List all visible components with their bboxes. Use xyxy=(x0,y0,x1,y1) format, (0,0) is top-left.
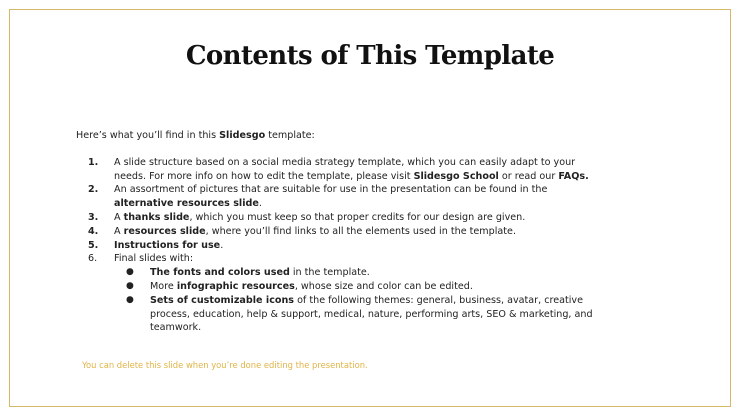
faqs-link[interactable]: FAQs. xyxy=(558,170,589,182)
list-item-number: 3. xyxy=(88,211,99,223)
bullet-list xyxy=(114,266,596,335)
list-item-text: A slide structure based on a social media strategy template, which you can easily adapt to your needs. For more info on how to edit the template, please visit xyxy=(114,156,576,182)
bullet-text: More xyxy=(150,280,177,292)
slide-title: Contents of This Template xyxy=(185,41,555,71)
footnote: You can delete this slide when you’re done editing the presentation. xyxy=(82,360,368,370)
list-item xyxy=(76,183,596,211)
bullet-item xyxy=(114,280,596,294)
list-item-text: . xyxy=(220,239,224,251)
intro-brand: Slidesgo xyxy=(219,130,266,141)
bullet-bold: infographic resources xyxy=(176,280,295,292)
list-item-bold: alternative resources slide xyxy=(114,198,259,210)
list-item-text: , where you’ll find links to all the elements used in the template. xyxy=(205,225,516,237)
contents-body xyxy=(76,129,596,335)
list-item xyxy=(76,156,596,184)
list-item xyxy=(76,252,596,335)
list-item-text: , which you must keep so that proper credits for our design are given. xyxy=(189,211,526,223)
list-item-bold: Instructions for use xyxy=(114,239,221,251)
list-item-text: Final slides with: xyxy=(114,253,194,265)
intro-suffix: template: xyxy=(265,130,315,141)
list-item-text: An assortment of pictures that are suitable for use in the presentation can be found in the xyxy=(114,184,548,196)
bullet-icon: ● xyxy=(126,280,134,291)
bullet-text: of the following themes: general, business, avatar, creative process, education, help & support, medical, nature, performing arts, SEO & marketing, and teamwork. xyxy=(150,294,593,334)
list-item-number: 4. xyxy=(88,225,99,237)
list-item-number: 1. xyxy=(88,156,99,168)
bullet-bold: The fonts and colors used xyxy=(150,267,290,279)
list-item-number: 5. xyxy=(88,239,99,251)
list-item-text: A xyxy=(114,211,124,223)
bullet-text: , whose size and color can be edited. xyxy=(294,280,473,292)
slidesgo-school-link[interactable]: Slidesgo School xyxy=(413,170,499,182)
list-item xyxy=(76,239,596,253)
intro-line xyxy=(76,129,596,143)
list-item-text: or read our xyxy=(498,170,559,182)
list-item-number: 6. xyxy=(88,253,98,265)
list-item-bold: thanks slide xyxy=(123,211,190,223)
bullet-icon: ● xyxy=(126,267,134,278)
bullet-item xyxy=(114,294,596,335)
intro-prefix: Here’s what you’ll find in this xyxy=(76,130,220,141)
bullet-item xyxy=(114,266,596,280)
contents-list xyxy=(76,156,596,335)
bullet-icon: ● xyxy=(126,294,134,305)
list-item-number: 2. xyxy=(88,184,99,196)
list-item-text: . xyxy=(258,198,262,210)
bullet-bold: Sets of customizable icons xyxy=(150,294,295,306)
list-item xyxy=(76,211,596,225)
list-item-bold: resources slide xyxy=(123,225,206,237)
list-item xyxy=(76,225,596,239)
list-item-text: A xyxy=(114,225,124,237)
bullet-text: in the template. xyxy=(289,267,370,279)
